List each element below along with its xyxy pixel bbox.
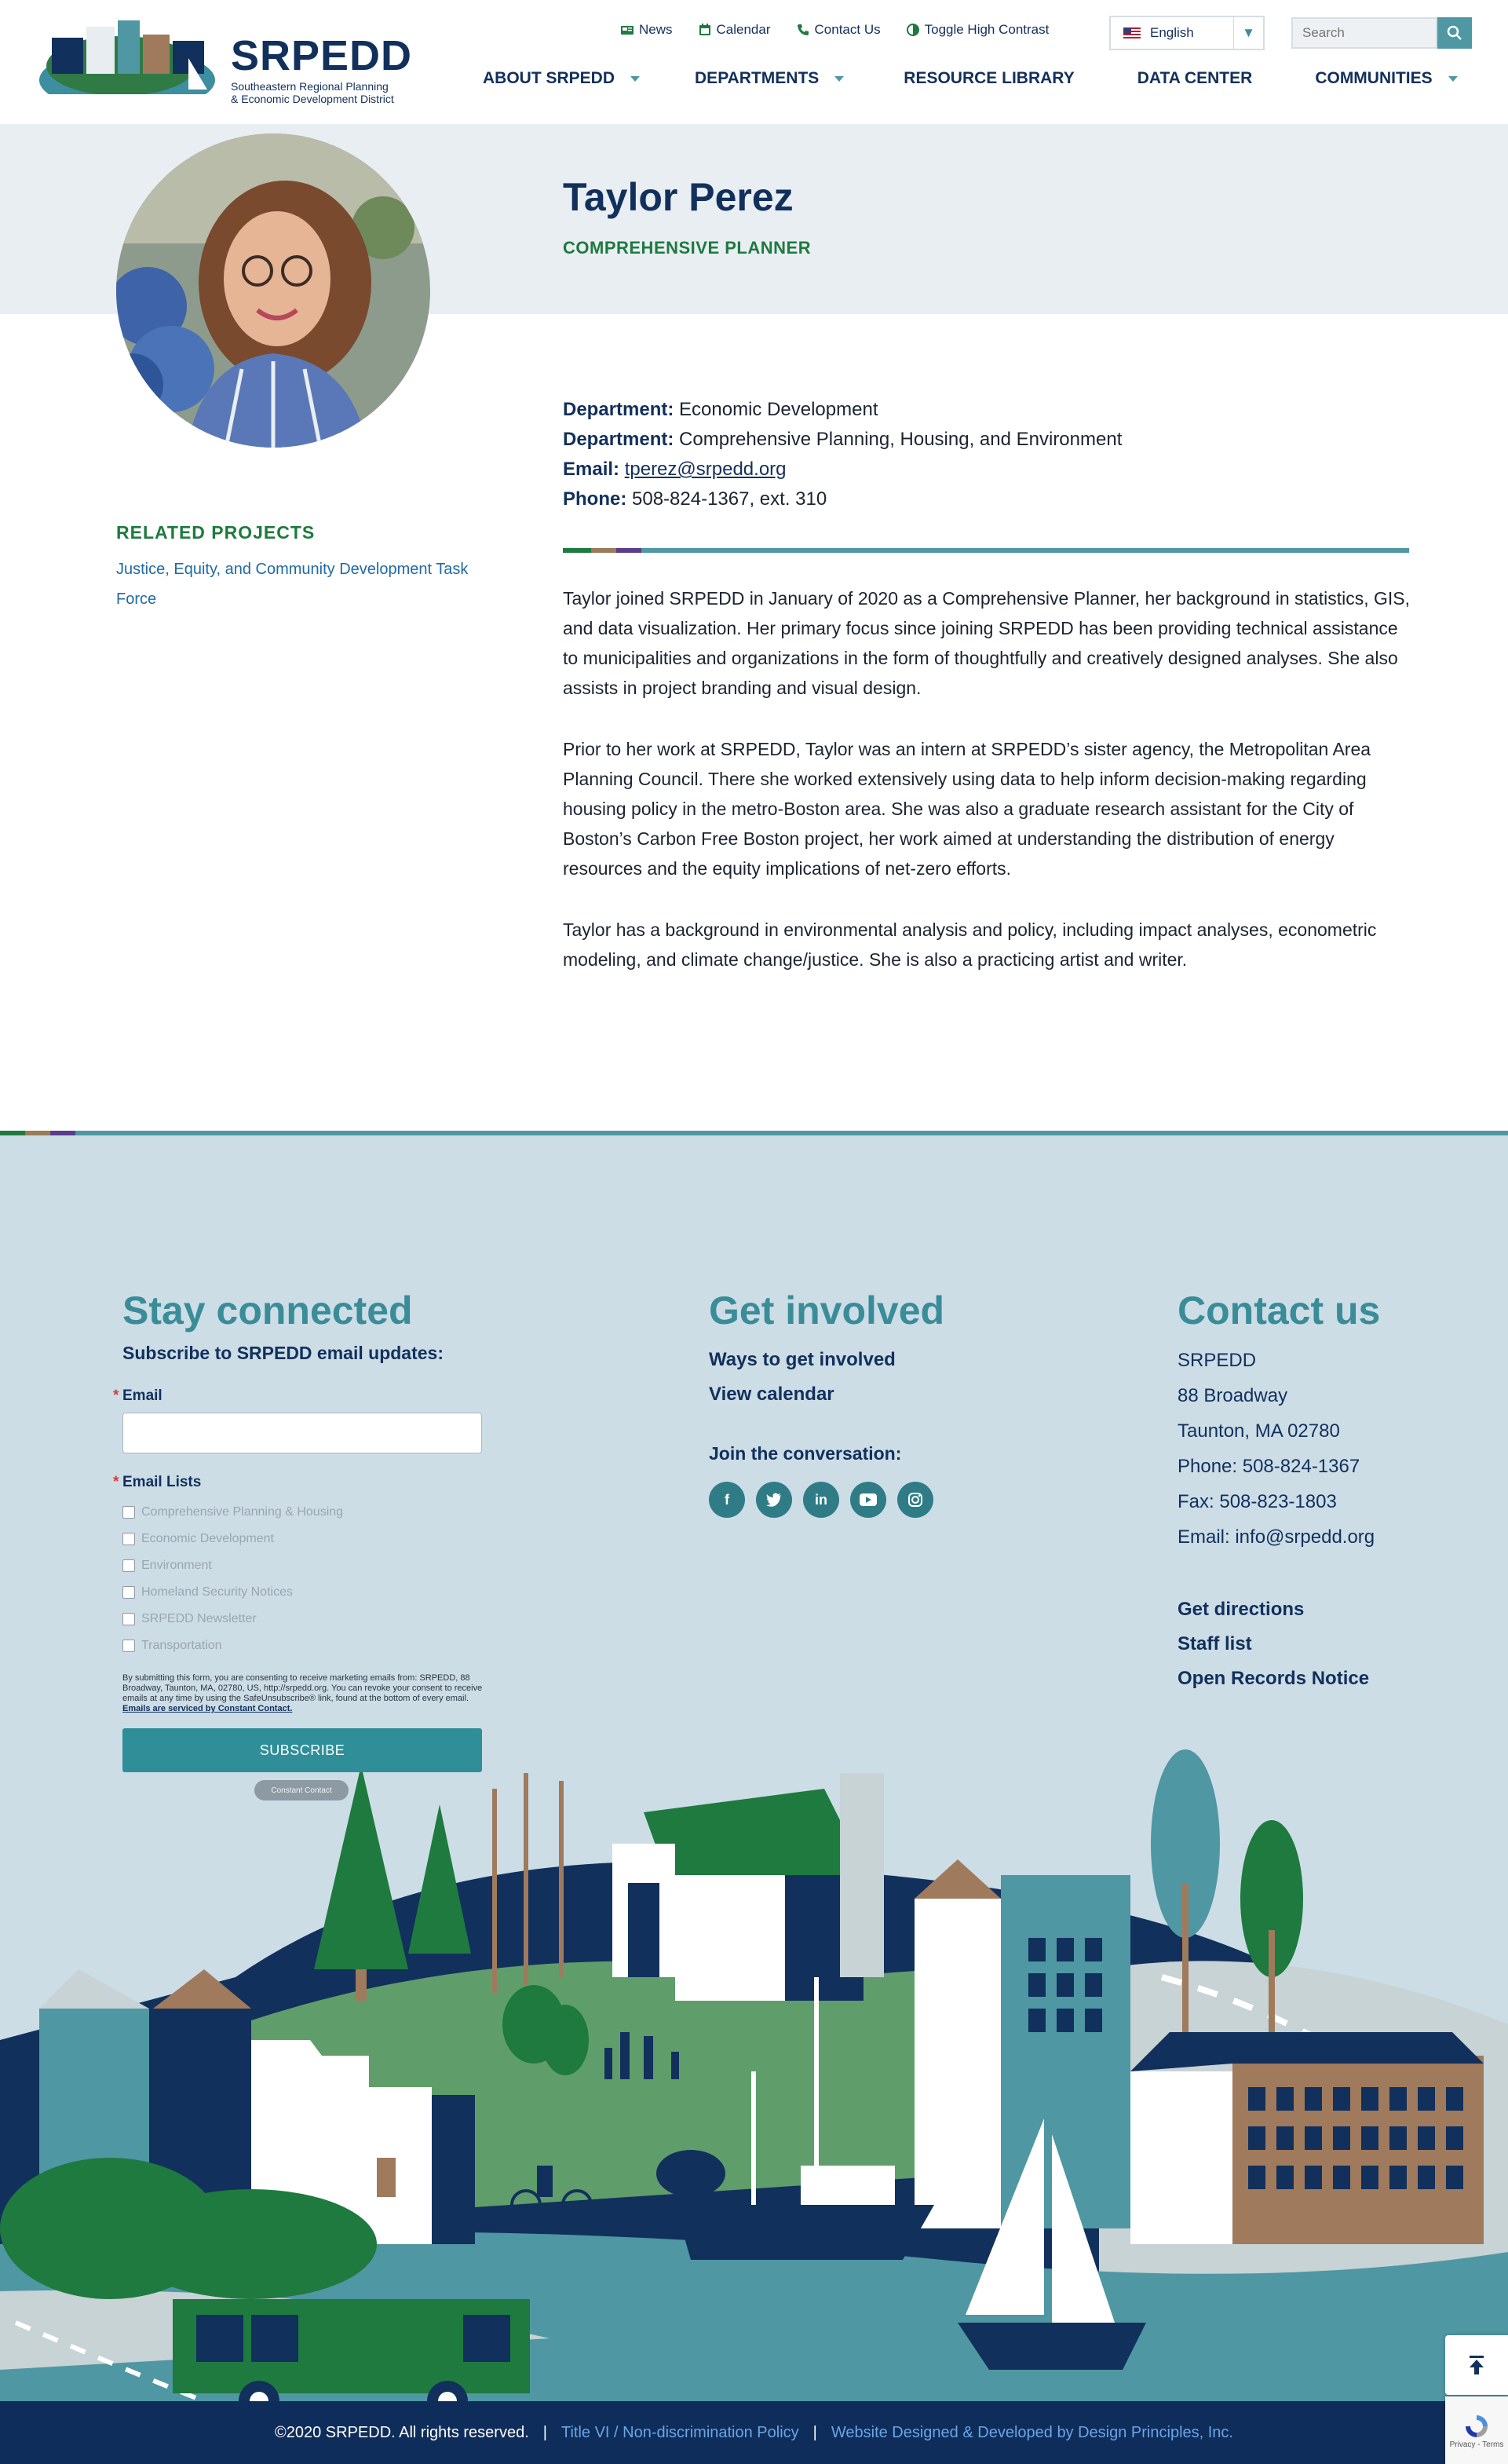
contact-fax: Fax: 508-823-1803: [1178, 1491, 1337, 1512]
open-records-link[interactable]: Open Records Notice: [1178, 1668, 1370, 1689]
email-link[interactable]: tperez@srpedd.org: [624, 459, 787, 480]
logo-illustration: [35, 11, 223, 113]
list-checkbox[interactable]: [122, 1579, 499, 1606]
subscribe-button[interactable]: SUBSCRIBE: [122, 1728, 482, 1772]
nav-about-label: ABOUT SRPEDD: [483, 69, 615, 87]
search-button[interactable]: [1437, 17, 1472, 49]
recaptcha-terms: Privacy - Terms: [1449, 2440, 1504, 2449]
list-checkbox[interactable]: [122, 1552, 499, 1579]
contact-city: Taunton, MA 02780: [1178, 1420, 1340, 1442]
view-calendar-link[interactable]: View calendar: [709, 1384, 834, 1405]
copyright: ©2020 SRPEDD. All rights reserved.: [275, 2423, 529, 2441]
detail-phone: [563, 484, 1122, 514]
contrast-toggle[interactable]: [906, 22, 1050, 38]
list-checkbox[interactable]: [122, 1526, 499, 1552]
us-flag-icon: [1123, 27, 1141, 38]
join-conversation-label: Join the conversation:: [709, 1443, 902, 1464]
caret-down-icon: [1448, 76, 1458, 82]
credit-link[interactable]: Website Designed & Developed by Design Principles, Inc.: [831, 2423, 1233, 2441]
consent-body: By submitting this form, you are consenting to receive marketing emails from: SRPEDD, 88 Broadway, Taunton, MA, 02780, US, http://srpedd.org. You can revoke your consent to receive emails at any time by using the SafeUnsubscribe® link, found at the bottom of every email.: [122, 1673, 483, 1703]
stay-connected-column: [122, 1288, 499, 1800]
list-label: SRPEDD Newsletter: [141, 1612, 257, 1625]
detail-label: Phone:: [563, 488, 627, 510]
detail-email: [563, 455, 1122, 484]
staff-portrait: [116, 133, 430, 448]
checkbox[interactable]: [122, 1559, 135, 1572]
contact-email: Email: info@srpedd.org: [1178, 1526, 1375, 1548]
staff-details: [563, 395, 1122, 514]
staff-name: Taylor Perez: [563, 175, 794, 219]
portrait-photo: [116, 133, 430, 448]
linkedin-icon[interactable]: in: [803, 1482, 839, 1518]
srpedd-logo[interactable]: [35, 11, 411, 113]
detail-label: Department:: [563, 399, 674, 420]
detail-label: Email:: [563, 459, 620, 480]
get-directions-link[interactable]: Get directions: [1178, 1599, 1305, 1620]
calendar-icon: [698, 23, 712, 37]
email-lists-label: * Email Lists: [122, 1474, 499, 1491]
caret-down-icon: [630, 76, 640, 82]
checkbox[interactable]: [122, 1640, 135, 1652]
ways-to-get-involved-link[interactable]: Ways to get involved: [709, 1349, 896, 1370]
detail-department-2: [563, 425, 1122, 455]
language-value: English: [1150, 25, 1194, 40]
related-projects-heading: RELATED PROJECTS: [116, 522, 316, 543]
list-label: Homeland Security Notices: [141, 1585, 293, 1599]
nav-resource-library[interactable]: [904, 69, 1074, 88]
bio-paragraph: Taylor has a background in environmental analysis and policy, including impact analyses, econometric modeling, and climate change/justice. She is also a practicing artist and writer.: [563, 919, 1377, 970]
contrast-label: Toggle High Contrast: [924, 22, 1050, 37]
constant-contact-link[interactable]: Emails are serviced by Constant Contact.: [122, 1704, 293, 1713]
footer-bottom-bar: [0, 2401, 1508, 2464]
related-project-link[interactable]: Justice, Equity, and Community Development Task Force: [116, 561, 469, 608]
search-form: [1291, 17, 1472, 49]
contact-us-column: [1178, 1288, 1476, 1696]
calendar-link[interactable]: [698, 22, 771, 38]
list-checkbox[interactable]: [122, 1606, 499, 1632]
list-label: Comprehensive Planning & Housing: [141, 1505, 344, 1519]
social-links: [709, 1482, 1039, 1518]
calendar-label: Calendar: [716, 22, 771, 37]
list-label: Environment: [141, 1559, 212, 1572]
email-field[interactable]: [122, 1413, 482, 1453]
nav-data-center-label: DATA CENTER: [1137, 69, 1253, 87]
contact-label: Contact Us: [814, 22, 881, 37]
utility-nav: [620, 22, 1049, 38]
news-link[interactable]: [620, 22, 673, 38]
search-input[interactable]: [1291, 17, 1437, 49]
contact-org: SRPEDD: [1178, 1350, 1257, 1371]
facebook-icon[interactable]: f: [709, 1482, 745, 1518]
title-vi-link[interactable]: Title VI / Non-discrimination Policy: [560, 2423, 799, 2441]
detail-value: Economic Development: [679, 399, 878, 420]
logo-subtitle-line2: & Economic Development District: [231, 93, 394, 105]
list-label: Transportation: [141, 1639, 222, 1652]
constant-contact-badge[interactable]: Constant Contact: [254, 1780, 349, 1800]
main-nav: [483, 69, 1458, 88]
newspaper-icon: [620, 23, 634, 37]
youtube-icon[interactable]: [850, 1482, 886, 1518]
instagram-icon[interactable]: [897, 1482, 933, 1518]
contact-street: 88 Broadway: [1178, 1385, 1288, 1406]
nav-departments-label: DEPARTMENTS: [695, 69, 820, 87]
footer-divider: [0, 1131, 1508, 1135]
bio-paragraph: Taylor joined SRPEDD in January of 2020 as a Comprehensive Planner, her background in statistics, GIS, and data visualization. Her primary focus since joining SRPEDD has been providing technical assistance to municipalities and organizations in the form of thoughtfully and creatively designed analyses. She also assists in project branding and visual design.: [563, 588, 1411, 698]
site-header: [0, 0, 1508, 124]
search-icon: [1447, 25, 1462, 41]
nav-about[interactable]: [483, 69, 640, 88]
checkbox[interactable]: [122, 1586, 135, 1599]
list-label: Economic Development: [141, 1532, 274, 1545]
email-label: * Email: [122, 1387, 499, 1405]
nav-resource-library-label: RESOURCE LIBRARY: [904, 69, 1075, 87]
section-divider: [563, 548, 1409, 553]
contact-link[interactable]: [796, 22, 881, 38]
staff-list-link[interactable]: Staff list: [1178, 1633, 1252, 1654]
bio-paragraph: Prior to her work at SRPEDD, Taylor was an intern at SRPEDD’s sister agency, the Metropolitan Area Planning Council. There she worked extensively using data to help inform decision-making regarding housing policy in the metro-Boston area. She was also a graduate research assistant for the City of Boston’s Carbon Free Boston project, her work aimed at understanding the distribution of energy resources and the equity implications of net-zero efforts.: [563, 739, 1371, 879]
list-checkbox[interactable]: [122, 1632, 499, 1659]
nav-communities[interactable]: [1315, 69, 1457, 88]
town-illustration: [0, 1742, 1508, 2401]
nav-communities-label: COMMUNITIES: [1315, 69, 1433, 87]
recaptcha-icon: [1462, 2412, 1491, 2440]
logo-title: SRPEDD: [231, 32, 413, 79]
twitter-icon[interactable]: [756, 1482, 792, 1518]
checkbox[interactable]: [122, 1533, 135, 1545]
recaptcha-badge[interactable]: [1445, 2396, 1508, 2464]
language-select[interactable]: [1109, 16, 1265, 50]
nav-departments[interactable]: [695, 69, 844, 88]
staff-bio: [563, 583, 1415, 1006]
detail-department-1: [563, 395, 1122, 425]
list-checkbox[interactable]: [122, 1499, 499, 1526]
nav-data-center[interactable]: [1137, 69, 1253, 88]
phone-icon: [796, 23, 810, 37]
stay-connected-heading: Stay connected: [122, 1289, 413, 1333]
subscribe-subtitle: Subscribe to SRPEDD email updates:: [122, 1343, 444, 1363]
logo-subtitle-line1: Southeastern Regional Planning: [231, 80, 389, 93]
contrast-icon: [906, 23, 920, 37]
news-label: News: [639, 22, 673, 37]
detail-value: Comprehensive Planning, Housing, and Environment: [679, 429, 1123, 450]
get-involved-heading: Get involved: [709, 1289, 945, 1333]
checkbox[interactable]: [122, 1506, 135, 1519]
get-involved-column: [709, 1288, 1039, 1518]
related-projects: [116, 522, 509, 614]
separator: |: [542, 2423, 547, 2441]
arrow-up-icon: [1465, 2353, 1488, 2377]
checkbox[interactable]: [122, 1613, 135, 1625]
separator: |: [812, 2423, 817, 2441]
contact-us-heading: Contact us: [1178, 1289, 1381, 1333]
consent-text: [122, 1673, 484, 1714]
caret-down-icon: [834, 76, 844, 82]
detail-label: Department:: [563, 429, 674, 450]
back-to-top-button[interactable]: [1445, 2335, 1508, 2395]
staff-title: COMPREHENSIVE PLANNER: [563, 238, 812, 258]
chevron-down-icon: ▼: [1233, 17, 1263, 49]
contact-phone: Phone: 508-824-1367: [1178, 1456, 1360, 1477]
detail-value: 508-824-1367, ext. 310: [632, 488, 827, 510]
